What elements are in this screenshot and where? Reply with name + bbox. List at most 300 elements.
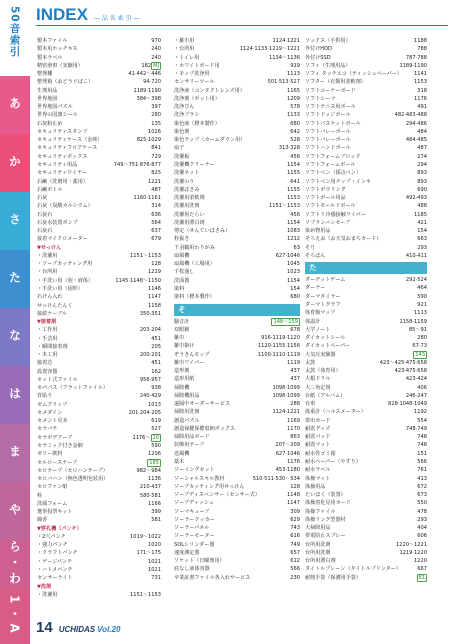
entry-page-text: 916·1119·1120 (261, 335, 300, 342)
entry-page-text: 1155 (287, 186, 300, 193)
entry-page-text: 828·1048·1049 (388, 401, 427, 408)
entry-page-text: 1020 (148, 542, 161, 549)
entry-name: 石鹸（洗剤用・薬用） (37, 178, 88, 185)
sidebar-tab-0[interactable] (0, 76, 30, 134)
entry-page (139, 62, 161, 70)
entry-name: セロファン紙 (37, 484, 68, 491)
entry-page (415, 417, 427, 425)
entry-page (238, 45, 300, 53)
index-entry (37, 277, 161, 285)
entry-page (149, 442, 161, 450)
index-entry (305, 351, 427, 359)
entry-page-text: 1145·1148〜1150 (115, 277, 161, 284)
entry-page (412, 78, 427, 86)
index-entry (305, 400, 427, 408)
entry-page-text: 606 (417, 533, 427, 540)
entry-page (130, 434, 161, 442)
entry-page (146, 128, 161, 136)
index-entry (305, 120, 427, 128)
sidebar-tab-label: 1・A (7, 595, 22, 637)
sidebar-tab-label: た (7, 271, 22, 287)
entry-name: 洗浄ブラシ (174, 112, 200, 119)
entry-name: 帯出カード (305, 417, 331, 424)
entry-name: セキュリティボックス (37, 153, 88, 160)
sidebar-tab-label: は (7, 387, 22, 403)
entry-name: 騒音計 (174, 318, 190, 325)
page-badge: 185 (149, 459, 159, 466)
entry-name: ダーゲットゲーム (305, 277, 346, 284)
entry-page (149, 211, 161, 219)
entry-page-text: 679 (151, 236, 161, 243)
entry-page-text: 171〜175 (136, 550, 161, 557)
index-entry (305, 78, 427, 86)
entry-page-text: 280 (151, 112, 161, 119)
index-entry (305, 433, 427, 441)
entry-page (285, 417, 300, 425)
index-entry (37, 219, 161, 227)
entry-page-text: 680 (290, 120, 300, 127)
entry-page-text: 1165 (287, 87, 300, 94)
entry-page-text: 294·486 (405, 120, 427, 127)
index-entry (305, 499, 427, 507)
entry-name: 創造パズル (174, 417, 200, 424)
entry-page-text: 1151〜1153 (129, 252, 161, 259)
index-entry (305, 532, 427, 540)
entry-page (149, 425, 161, 433)
index-entry (174, 268, 300, 276)
index-entry (305, 301, 427, 309)
entry-page-text: 1189·1190 (133, 87, 161, 94)
index-entry (174, 70, 300, 78)
entry-name: センサーライト (37, 575, 73, 582)
entry-page (288, 153, 300, 161)
entry-page-text: 550 (417, 500, 427, 507)
entry-name: ソフトコーナーボード (305, 87, 356, 94)
entry-page-text: 629 (290, 516, 300, 523)
entry-name: 帯電防止スプレー (305, 533, 346, 540)
entry-page (149, 103, 161, 111)
entry-name: セキュリティスタンプ (37, 128, 88, 135)
index-entry (174, 219, 300, 227)
index-entry (174, 408, 300, 416)
entry-name: 洗濯のり (174, 178, 195, 185)
entry-name: 石灰石 (37, 211, 53, 218)
entry-page (146, 558, 161, 566)
entry-page (397, 62, 427, 70)
index-entry (37, 516, 161, 524)
entry-page-text: 1209 (287, 95, 300, 102)
entry-page-text: 451 (151, 335, 161, 342)
entry-name: ・ホワイトボード用 (174, 62, 220, 69)
entry-page (159, 244, 161, 252)
entry-name: ソフトバスケットボール (305, 120, 361, 127)
entry-page (415, 532, 427, 540)
index-entry (174, 293, 300, 301)
index-entry (174, 111, 300, 119)
entry-page-text: 527 (151, 426, 161, 433)
index-entry (37, 128, 161, 136)
entry-page-text: 1158 (148, 302, 161, 309)
index-entry (305, 458, 427, 466)
entry-page (285, 161, 300, 169)
sidebar-tab-label: や (7, 503, 22, 519)
index-entry (174, 392, 300, 400)
entry-page (285, 111, 300, 119)
index-entry (37, 425, 161, 433)
entry-page-text: 1151〜1153 (129, 591, 161, 598)
entry-page-text: 748·749 (405, 425, 427, 432)
entry-page-text: 246·247 (405, 392, 427, 399)
index-entry (174, 574, 300, 582)
entry-page-text: 590 (417, 293, 427, 300)
entry-name: 染色液（標本製作） (174, 120, 220, 127)
entry-page (126, 70, 161, 78)
index-entry (174, 260, 300, 268)
entry-page (415, 475, 427, 483)
index-entry (305, 70, 427, 78)
entry-name: 染料 (174, 285, 185, 292)
index-entry (305, 194, 427, 202)
entry-page-text: 135 (151, 120, 161, 127)
entry-name: ・ソープカッティング用 (37, 261, 93, 268)
entry-page (256, 351, 300, 359)
index-entry (37, 508, 161, 516)
page-subtitle: ― 品 名 索 引 ― (93, 15, 140, 22)
entry-page (128, 533, 161, 541)
entry-page-text: 564 (151, 219, 161, 226)
index-entry (305, 524, 427, 532)
entry-page (415, 219, 427, 227)
entry-name: ダーマタイラー (305, 293, 341, 300)
entry-page-text: 437 (290, 376, 300, 383)
entry-page (149, 227, 161, 235)
entry-page (415, 384, 427, 392)
entry-name: ソープディッシュ (174, 500, 214, 507)
entry-name: 生理用品 (37, 87, 58, 94)
sidebar-tab-2[interactable] (0, 192, 30, 250)
entry-page (267, 202, 300, 210)
entry-page (394, 541, 427, 549)
entry-page (149, 120, 161, 128)
entry-name: 耐熱手袋（保護用手袋） (305, 574, 362, 581)
entry-name: 染色剤 (174, 128, 190, 135)
index-entry (305, 284, 427, 292)
entry-name: 掃除用洗剤 (174, 409, 200, 416)
index-entry (305, 417, 427, 425)
entry-name: セキュリティフロアケース (37, 145, 98, 152)
sidebar-tab-9[interactable] (0, 588, 30, 644)
index-entry (37, 293, 161, 301)
index-entry (37, 268, 161, 276)
entry-page (412, 95, 427, 103)
entry-page-text: 863 (290, 434, 300, 441)
sidebar-tab-6[interactable] (0, 424, 30, 482)
index-entry (174, 136, 300, 144)
entry-page-text: 982〜984 (136, 467, 161, 474)
index-column-1 (37, 37, 161, 599)
entry-name: 洗濯機クリーナー (174, 161, 215, 168)
index-entry (37, 459, 161, 467)
entry-page-text: 484·485 (405, 137, 427, 144)
entry-page (134, 467, 161, 475)
entry-page (146, 450, 161, 458)
index-entry (174, 351, 300, 359)
index-entry (305, 375, 427, 383)
entry-page (149, 368, 161, 376)
entry-page (415, 334, 427, 342)
entry-page (131, 194, 161, 202)
index-entry (37, 574, 161, 582)
entry-name: ソフトボール用品 (305, 195, 346, 202)
entry-page (404, 136, 427, 144)
entry-page-text: 421 (417, 219, 427, 226)
index-entry (174, 375, 300, 383)
entry-page (397, 549, 427, 557)
index-entry (305, 219, 427, 227)
entry-page-text: 397 (151, 104, 161, 111)
index-entry (174, 400, 300, 408)
entry-name: セパバス（フラットファイル） (37, 385, 108, 392)
index-entry (305, 161, 427, 169)
entry-page (138, 351, 161, 359)
entry-page-text: 488 (417, 203, 427, 210)
index-entry (174, 326, 300, 334)
index-entry (174, 441, 300, 449)
index-entry (305, 37, 427, 45)
entry-page-text: 63 (293, 244, 300, 251)
index-entry (305, 276, 427, 284)
index-entry (37, 442, 161, 450)
index-entry (174, 45, 300, 53)
volume-label: Vol.20 (97, 625, 121, 634)
entry-name: 掃除用品ボード (174, 434, 210, 441)
entry-page (285, 425, 300, 433)
index-entry (174, 120, 300, 128)
index-entry (174, 524, 300, 532)
entry-name: 洗濯用たらい (174, 211, 205, 218)
entry-name: 接着マイクロメーター (37, 236, 88, 243)
entry-page (149, 202, 161, 210)
index-entry (37, 583, 161, 591)
index-entry (37, 37, 161, 45)
entry-page (149, 516, 161, 524)
entry-page (149, 508, 161, 516)
entry-page (288, 178, 300, 186)
sidebar-tab-1[interactable] (0, 134, 30, 192)
entry-page-text: 1013 (148, 401, 161, 408)
entry-page-text: 1146 (148, 285, 161, 292)
entry-page-text: 672 (417, 483, 427, 490)
index-entry (174, 103, 300, 111)
index-entry (37, 326, 161, 334)
entry-page (146, 541, 161, 549)
entry-page (285, 169, 300, 177)
entry-name: ソフトテニス用ボール (305, 104, 356, 111)
index-entry (305, 574, 427, 582)
entry-name: ソフトボウリング (305, 186, 346, 193)
index-entry (37, 376, 161, 384)
entry-name: 染色ラップ（カームダウン用） (174, 137, 246, 144)
index-entry (305, 62, 427, 70)
entry-page (146, 178, 161, 186)
entry-page (288, 136, 300, 144)
index-entry (37, 384, 161, 392)
index-entry (305, 491, 427, 499)
entry-page (415, 491, 427, 499)
entry-page (404, 194, 427, 202)
entry-name: ▼洗剤 (37, 583, 52, 590)
index-entry (37, 434, 161, 442)
entry-page-text: 309 (290, 508, 300, 515)
entry-name: 染料（標本製作） (174, 294, 215, 301)
entry-page (149, 359, 161, 367)
entry-name: 石鹸ボトル (37, 186, 63, 193)
index-entry (37, 566, 161, 574)
entry-page-text: 749〜751·876·877 (113, 161, 161, 168)
entry-page (393, 367, 427, 375)
entry-name: タイトルプレーン（タイトルプリンター） (305, 566, 401, 573)
entry-name: 掃除機 (174, 384, 190, 391)
index-entry (37, 136, 161, 144)
sidebar-tab-label: ら・わ (7, 540, 22, 588)
entry-name: 卒業証書ファイル各入れサービス (174, 574, 251, 581)
index-entry (37, 467, 161, 475)
entry-name: ・洗濯用 (37, 252, 58, 259)
entry-page-text: 182 (141, 62, 152, 69)
page-number: 14 (36, 619, 53, 636)
entry-page (415, 450, 427, 458)
entry-page (288, 326, 300, 334)
entry-page (412, 309, 427, 317)
entry-page-text: 1189·1190 (399, 62, 427, 69)
entry-name: 洗面器 (174, 277, 190, 284)
entry-page (412, 408, 427, 416)
index-entry (174, 235, 300, 243)
index-entry (174, 359, 300, 367)
sidebar-tab-8[interactable] (0, 540, 30, 588)
entry-name: セキュリティワイヤー (37, 170, 88, 177)
index-entry (37, 227, 161, 235)
entry-page-text: 478 (417, 508, 427, 515)
entry-name: 体重計（ヘルスメーター） (305, 409, 366, 416)
entry-page (415, 458, 427, 466)
entry-page-text: 1124·1221 (272, 409, 300, 416)
entry-page-text: 207〜209 (275, 442, 300, 449)
entry-page-text: 788 (417, 46, 427, 53)
entry-page-text: 1221 (148, 178, 161, 185)
entry-page-text: 590 (151, 443, 161, 450)
entry-page-text: 1136 (148, 476, 161, 483)
section-band: た (305, 262, 427, 274)
entry-page-text: 1045 (287, 261, 300, 268)
index-entry (174, 367, 300, 375)
entry-name: 外付けHDD (305, 46, 332, 53)
entry-page-text: 293 (417, 244, 427, 251)
entry-name: 洗濯用柔軟剤 (174, 195, 205, 202)
entry-page (146, 401, 161, 409)
index-entry (37, 541, 161, 549)
entry-name: SOLシリンダー器 (174, 541, 215, 548)
entry-name: 設置容器 (37, 368, 58, 375)
entry-name: 大気圧実験器 (305, 351, 336, 358)
entry-page (415, 499, 427, 507)
entry-page-text: 94·720 (143, 79, 161, 86)
index-entry (305, 408, 427, 416)
entry-page (285, 95, 300, 103)
index-entry (174, 433, 300, 441)
page-badge: 81 (418, 574, 425, 581)
entry-page (149, 235, 161, 243)
entry-name: そろえお（お天気おまちカード） (305, 236, 382, 243)
index-entry (174, 252, 300, 260)
entry-page-text: 399 (151, 509, 161, 516)
entry-page (404, 120, 427, 128)
index-entry (174, 342, 300, 350)
index-entry (174, 95, 300, 103)
entry-name: 背貼り (37, 393, 53, 400)
entry-name: 洗濯ばさみ (174, 186, 200, 193)
index-entry (174, 54, 300, 62)
entry-page-text: 350·351 (139, 310, 161, 317)
entry-page (270, 408, 300, 416)
entry-page (146, 566, 161, 574)
entry-page (146, 293, 161, 301)
index-entry (174, 277, 300, 285)
entry-page (149, 219, 161, 227)
entry-page-text: 667 (417, 566, 427, 573)
index-entry (37, 368, 161, 376)
entry-name: 大三角定規 (305, 384, 331, 391)
entry-name: 扇風機 (174, 252, 190, 259)
index-entry (174, 458, 300, 466)
index-entry (305, 326, 427, 334)
entry-page (274, 466, 300, 474)
index-entry (37, 120, 161, 128)
brand-name: UCHIDAS (58, 625, 96, 634)
entry-page-text: 230 (290, 574, 300, 581)
sidebar-tab-4[interactable] (0, 308, 30, 366)
entry-name: ・瞬間接着剤 (37, 343, 68, 350)
sidebar-tab-7[interactable] (0, 482, 30, 540)
entry-name: ソープディスペンサー（センサー式） (174, 492, 260, 499)
index-entry (37, 483, 161, 491)
entry-name: ソーイングセット (174, 467, 215, 474)
entry-page-text: 580·581 (139, 492, 161, 499)
entry-page-text: 487 (417, 145, 427, 152)
entry-page-text: 1176〜 (132, 434, 151, 441)
index-entry (37, 285, 161, 293)
entry-name: ソフトハンドボール (305, 145, 351, 152)
sidebar-tab-5[interactable] (0, 366, 30, 424)
index-entry (37, 54, 161, 62)
index-entry (174, 516, 300, 524)
entry-page (412, 211, 427, 219)
entry-page-text: 151 (417, 450, 427, 457)
index-entry (37, 95, 161, 103)
index-entry (174, 417, 300, 425)
index-entry (37, 194, 161, 202)
entry-page (404, 54, 427, 62)
entry-page (415, 284, 427, 292)
entry-page-text: 1154 (287, 277, 300, 284)
index-entry (305, 318, 427, 326)
entry-page-text: 841 (151, 145, 161, 152)
index-entry (174, 194, 300, 202)
index-entry (174, 499, 300, 507)
sidebar-tab-3[interactable] (0, 250, 30, 308)
entry-page (270, 392, 300, 400)
index-entry (305, 293, 427, 301)
